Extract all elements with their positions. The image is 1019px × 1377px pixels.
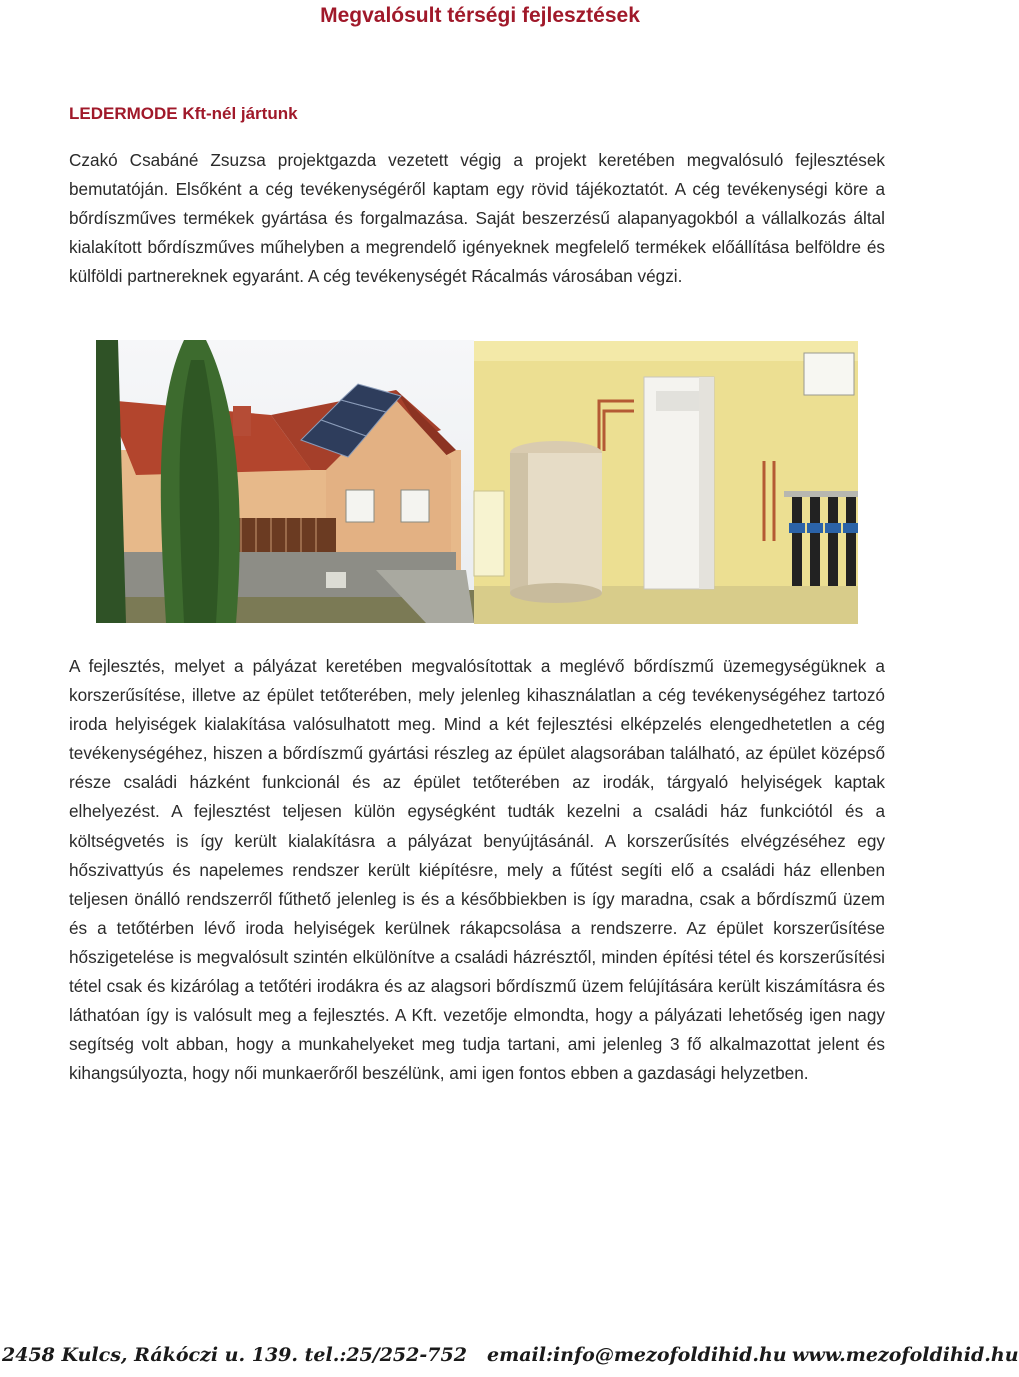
article-subtitle: LEDERMODE Kft-nél jártunk — [69, 104, 298, 123]
page-title: Megvalósult térségi fejlesztések — [320, 4, 640, 27]
development-paragraph: A fejlesztés, melyet a pályázat keretében megvalósítottak a meglévő bőrdíszmű üzemegységüknek a korszerűsítése, illetve az épület tetőterében, mely jelenleg kihasználatlan a cég tevékenységéhez tartozó iroda helyiségek kialakítása valósulhatott meg. Mind a két fejlesztési elképzelés elengedhetetlen a cég tevékenységéhez, hiszen a bőrdíszmű gyártási részleg az épület alagsorában található, az épület középső része családi házként funkcionál és az épület tetőterében az irodák, tárgyaló helyiségek kaptak elhelyezést. A fejlesztést teljesen külön egységként tudták kezelni a családi ház funkciótól és a költségvetés is így került kialakításra a pályázat benyújtásánál. A korszerűsítés elvégzéséhez egy hőszivattyús és napelemes rendszer került kiépítésre, mely a fűtést segíti elő a családi ház ellenben teljesen önálló rendszerről fűthető jelenleg is és a későbbiekben is így maradna, csak a bőrdíszmű üzem és a tetőtérben lévő iroda helyiségek kerülnek rákapcsolása a rendszerre. Az épület korszerűsítése hőszigetelése is megvalósult szintén elkülönítve a családi házrésztől, minden építési tétel és korszerűsítési tétel csak és kizárólag a tetőtéri irodákra és az alagsori bőrdíszmű üzem felújítására került kiszámításra és láthatóan így is valósult meg a fejlesztés. A Kft. vezetője elmondta, hogy a pályázati lehetőség igen nagy segítség volt abban, hogy a munkahelyeket meg tudja tartani, ami jelenleg 3 fő alkalmazottat jelent és kihangsúlyozta, hogy női munkaerőről beszélünk, ami igen fontos ebben a gazdasági helyzetben. — [69, 656, 885, 1084]
house-photo — [96, 340, 474, 623]
intro-paragraph: Czakó Csabáné Zsuzsa projektgazda vezetett végig a projekt keretében megvalósuló fejlesztések bemutatóján. Elsőként a cég tevékenységéről kaptam egy rövid tájékoztatót. A cég tevékenységi köre a bőrdíszműves termékek gyártása és forgalmazása. Saját beszerzésű alapanyagokból a vállalkozás által kialakított bőrdíszműves műhelyben a megrendelő igényeknek megfelelő termékek előállítása belföldre és külföldi partnereknek egyaránt. A cég tevékenységét Rácalmás városában végzi. — [69, 150, 885, 287]
footer-address: 2458 Kulcs, Rákóczi u. 139. tel.:25/252-752 — [2, 1344, 467, 1366]
footer-email[interactable]: email:info@mezofoldihid.hu — [487, 1344, 787, 1366]
footer-website[interactable]: www.mezofoldihid.hu — [792, 1344, 1019, 1366]
heat-pump-photo — [474, 341, 858, 624]
